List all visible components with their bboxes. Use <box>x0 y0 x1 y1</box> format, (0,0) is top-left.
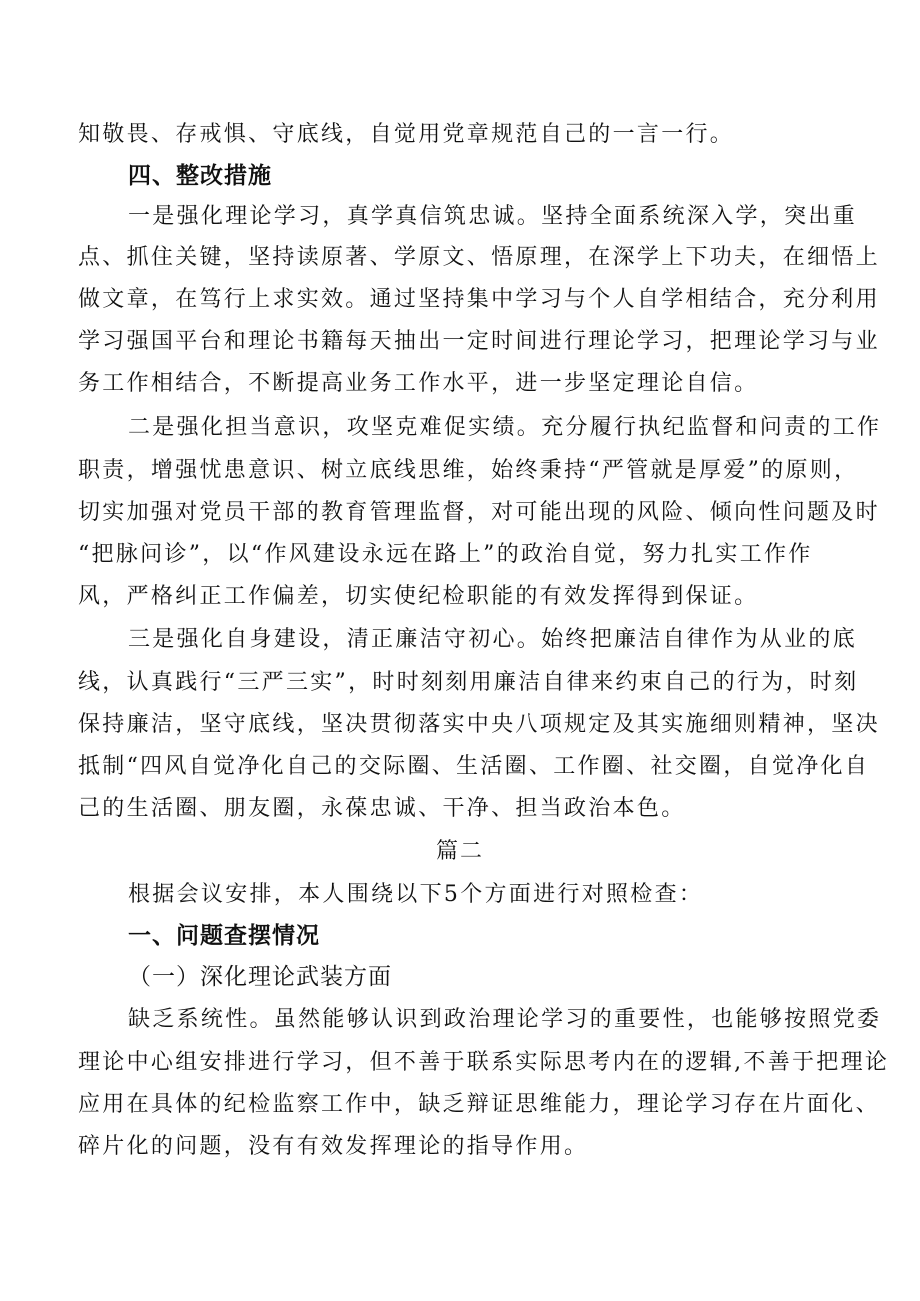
paragraph-line: 二是强化担当意识，攻坚克难促实绩。充分履行执纪监督和问责的工作 <box>128 415 882 440</box>
subsection-heading: （一）深化理论武装方面 <box>128 964 392 990</box>
paragraph-line: 做文章，在笃行上求实效。通过坚持集中学习与个人自学相结合，充分利用 <box>78 287 880 312</box>
paragraph-line: 一是强化理论学习，真学真信筑忠诚。坚持全面系统深入学，突出重 <box>128 204 858 229</box>
paragraph-line: 应用在具体的纪检监察工作中，缺乏辩证思维能力，理论学习存在片面化、 <box>78 1092 880 1117</box>
part-title: 篇二 <box>435 839 484 864</box>
paragraph-line: 保持廉洁，坚守底线，坚决贯彻落实中央八项规定及其实施细则精神，坚决 <box>78 712 880 737</box>
paragraph-line: 己的生活圈、朋友圈，永葆忠诚、干净、担当政治本色。 <box>78 796 686 821</box>
paragraph-line: 点、抓住关键，坚持读原著、学原文、悟原理，在深学上下功夫，在细悟上 <box>78 245 880 270</box>
paragraph-line: 切实加强对党员干部的教育管理监督，对可能出现的风险、倾向性问题及时 <box>78 500 880 525</box>
paragraph-line: 碎片化的问题，没有有效发挥理论的指导作用。 <box>78 1134 589 1159</box>
paragraph-line: 根据会议安排，本人围绕以下5个方面进行对照检查： <box>128 882 704 907</box>
paragraph-line: 缺乏系统性。虽然能够认识到政治理论学习的重要性，也能够按照党委 <box>128 1007 882 1032</box>
section-heading: 一、问题查摆情况 <box>128 923 320 949</box>
paragraph-line: 线，认真践行“三严三实”，时时刻刻用廉洁自律来约束自己的行为，时刻 <box>78 670 859 695</box>
paragraph-line: 三是强化自身建设，清正廉洁守初心。始终把廉洁自律作为从业的底 <box>128 627 858 652</box>
section-heading: 四、整改措施 <box>128 163 272 189</box>
paragraph-line: 学习强国平台和理论书籍每天抽出一定时间进行理论学习，把理论学习与业 <box>78 329 880 354</box>
paragraph-line: 务工作相结合，不断提高业务工作水平，进一步坚定理论自信。 <box>78 371 759 396</box>
paragraph-line: 风，严格纠正工作偏差，切实使纪检职能的有效发挥得到保证。 <box>78 584 759 609</box>
paragraph-line: “把脉问诊”，以“作风建设永远在路上”的政治自觉，努力扎实工作作 <box>78 542 813 567</box>
paragraph-line: 知敬畏、存戒惧、守底线，自觉用党章规范自己的一言一行。 <box>78 122 735 147</box>
paragraph-line: 抵制“四风自觉净化自己的交际圈、生活圈、工作圈、社交圈，自觉净化自 <box>78 754 870 779</box>
paragraph-line: 理论中心组安排进行学习，但不善于联系实际思考内在的逻辑,不善于把理论 <box>78 1050 890 1075</box>
paragraph-line: 职责，增强忧患意识、树立底线思维，始终秉持“严管就是厚爱”的原则， <box>78 458 859 483</box>
